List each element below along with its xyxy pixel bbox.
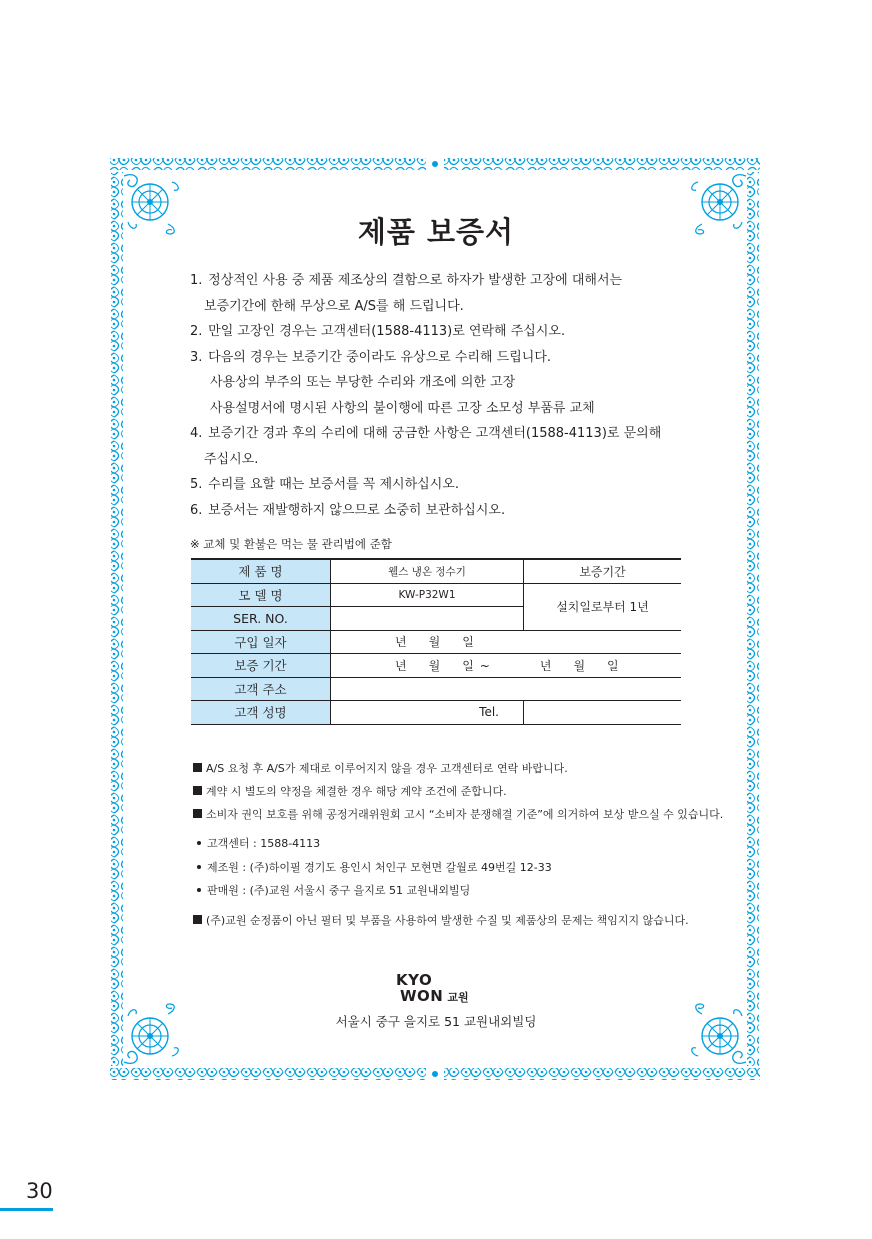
- term-number: 1.: [190, 273, 203, 288]
- contact-info: [193, 832, 552, 903]
- month-label: 월: [428, 658, 441, 673]
- square-bullet-icon: [193, 786, 202, 795]
- term-text: 만일 고장인 경우는 고객센터(1588-4113)로 연락해 주십시오.: [208, 324, 566, 339]
- year-label: 년: [395, 635, 407, 650]
- square-bullet-icon: [193, 763, 202, 772]
- document-title: 제품 보증서: [357, 215, 515, 249]
- term-item-3-sub-1: [190, 370, 710, 396]
- square-bullet-icon: [193, 915, 202, 924]
- date-range-tilde: ~: [479, 658, 490, 673]
- term-text: 수리를 요할 때는 보증서를 꼭 제시하십시오.: [208, 477, 459, 492]
- warranty-period-header: 보증기간: [524, 559, 682, 583]
- list-item: [193, 757, 723, 780]
- month-label: 월: [573, 658, 586, 673]
- table-row: [191, 654, 681, 678]
- customer-address-value[interactable]: [331, 677, 682, 701]
- term-item-4: [190, 421, 710, 447]
- customer-tel-label: Tel.: [331, 701, 524, 725]
- day-label: 일: [462, 635, 474, 650]
- term-text: 보증기간 경과 후의 수리에 대해 궁금한 사항은 고객센터(1588-4113)로 문의해: [208, 426, 662, 441]
- year-label: 년: [395, 658, 407, 673]
- year-label: 년: [539, 658, 552, 673]
- day-label: 일: [607, 658, 619, 673]
- purchase-date-value[interactable]: [331, 630, 682, 654]
- list-item: [193, 856, 552, 880]
- table-row: [191, 701, 681, 725]
- table-row: [191, 559, 681, 583]
- note-text: 계약 시 별도의 약정을 체결한 경우 해당 계약 조건에 준합니다.: [206, 785, 507, 798]
- model-name-label: 모 델 명: [191, 583, 331, 607]
- table-row: [191, 630, 681, 654]
- model-name-value: KW-P32W1: [331, 583, 524, 607]
- term-number: 6.: [190, 502, 203, 518]
- product-name-value: 웰스 냉온 정수기: [331, 559, 524, 583]
- contact-text: 제조원 : (주)하이필 경기도 용인시 처인구 모현면 갈월로 49번길 12-33: [207, 860, 552, 874]
- contact-text: 판매원 : (주)교원 서울시 중구 을지로 51 교원내외빌딩: [207, 884, 471, 897]
- dot-bullet-icon: [197, 888, 201, 892]
- table-row: [191, 583, 681, 607]
- customer-address-label: 고객 주소: [191, 677, 331, 701]
- list-item: [193, 832, 552, 856]
- term-number: 3.: [190, 349, 203, 365]
- term-item-3-sub-2: [190, 396, 710, 422]
- square-notes: [193, 757, 723, 826]
- serial-number-value[interactable]: [331, 607, 524, 631]
- exchange-refund-note: ※ 교체 및 환불은 먹는 물 관리법에 준함: [190, 537, 392, 551]
- list-item: [193, 780, 723, 803]
- dot-bullet-icon: [197, 865, 201, 869]
- logo-korean: 교원: [447, 991, 469, 1004]
- kyowon-logo: [396, 972, 469, 1006]
- term-number: 4.: [190, 426, 203, 441]
- term-text: 사용상의 부주의 또는 부당한 수리와 개조에 의한 고장: [210, 375, 516, 390]
- term-text: 보증서는 재발행하지 않으므로 소중히 보관하십시오.: [208, 502, 506, 518]
- term-item-3: [190, 345, 710, 371]
- term-text: 주십시오.: [204, 451, 259, 467]
- company-address: 서울시 중구 을지로 51 교원내외빌딩: [335, 1014, 537, 1029]
- term-item-6: [190, 498, 710, 524]
- term-text: 사용설명서에 명시된 사항의 불이행에 따른 고장 소모성 부품류 교체: [210, 400, 595, 416]
- disclaimer-text: (주)교원 순정품이 아닌 필터 및 부품을 사용하여 발생한 수질 및 제품상의 문제는 책임지지 않습니다.: [206, 914, 689, 927]
- logo-line-1: KYO: [396, 971, 433, 989]
- term-item-5: [190, 472, 710, 498]
- product-name-label: 제 품 명: [191, 559, 331, 583]
- month-label: 월: [428, 635, 441, 650]
- term-item-2: [190, 319, 710, 345]
- term-text: 정상적인 사용 중 제품 제조상의 결함으로 하자가 발생한 고장에 대해서는: [208, 273, 623, 288]
- serial-number-label: SER. NO.: [191, 607, 331, 631]
- term-number: 5.: [190, 477, 203, 492]
- table-row: [191, 677, 681, 701]
- warranty-terms-list: [190, 268, 710, 523]
- warranty-period-label: 보증 기간: [191, 654, 331, 678]
- term-item-1-cont: [190, 294, 710, 320]
- term-item-1: [190, 268, 710, 294]
- page-number-underline: [0, 1208, 53, 1211]
- purchase-date-label: 구입 일자: [191, 630, 331, 654]
- term-text: 보증기간에 한해 무상으로 A/S를 해 드립니다.: [204, 298, 464, 314]
- term-text: 다음의 경우는 보증기간 중이라도 유상으로 수리해 드립니다.: [208, 349, 552, 365]
- term-number: 2.: [190, 324, 203, 339]
- warranty-table: [191, 558, 681, 725]
- page-number: 30: [26, 1179, 53, 1203]
- warranty-period-dates[interactable]: [331, 654, 682, 678]
- term-item-4-cont: [190, 447, 710, 473]
- note-text: 소비자 권익 보호를 위해 공정거래위원회 고시 “소비자 분쟁해결 기준”에 의거하여 보상 받으실 수 있습니다.: [206, 808, 724, 821]
- day-label: 일: [462, 658, 474, 673]
- logo-line-2: WON: [400, 987, 444, 1005]
- square-bullet-icon: [193, 809, 202, 818]
- contact-text: 고객센터 : 1588-4113: [207, 837, 321, 850]
- list-item: [193, 803, 723, 826]
- dot-bullet-icon: [197, 841, 201, 845]
- disclaimer-note: [193, 912, 689, 928]
- warranty-period-value: 설치일로부터 1년: [524, 583, 682, 630]
- note-text: A/S 요청 후 A/S가 제대로 이루어지지 않을 경우 고객센터로 연락 바랍니다.: [206, 762, 568, 775]
- customer-name-label: 고객 성명: [191, 701, 331, 725]
- customer-tel-value[interactable]: [524, 701, 682, 725]
- list-item: [193, 879, 552, 903]
